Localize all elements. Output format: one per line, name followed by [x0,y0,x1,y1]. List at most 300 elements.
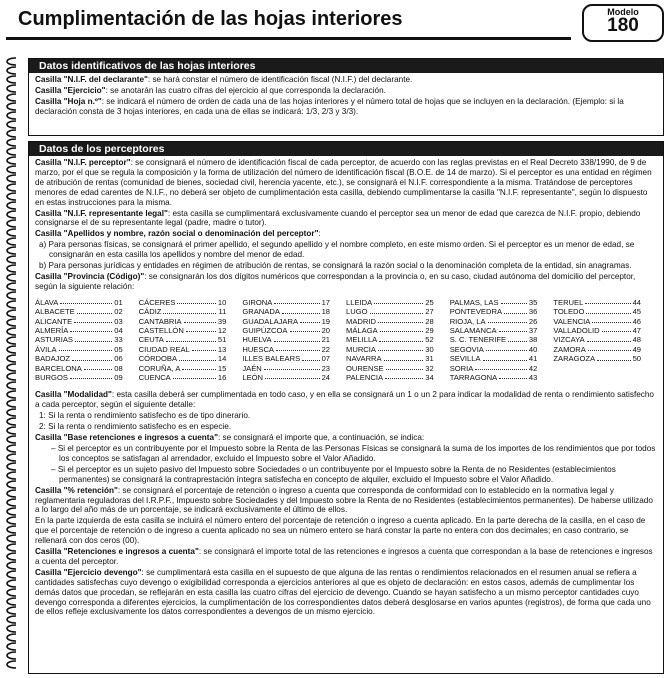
province-row [139,335,227,344]
spiral-ring [7,319,16,326]
field-label: Casilla "N.I.F. del declarante" [35,75,148,84]
province-name: HUESCA [242,344,274,354]
spiral-ring [7,454,16,461]
section-heading: Datos identificativos de las hojas interiores [29,59,663,73]
province-name: BARCELONA [35,363,82,373]
spiral-ring [7,508,16,515]
province-name: TERUEL [553,297,584,307]
province-name: VALENCIA [553,316,591,326]
province-code: 07 [321,354,331,364]
spiral-ring [7,229,16,236]
province-code: 23 [321,363,331,373]
spiral-ring [7,328,16,335]
spiral-binding-icon [2,54,20,674]
field-text: : esta casilla se cumplimentará exclusivamente cuando el perceptor sea un menor de edad que carezca de N.I.F. propio, debiendo consignarse el de su representante legal (padre, madre o tutor). [35,208,641,228]
province-code: 34 [425,373,434,383]
province-name: ÁLAVA [35,297,59,307]
leader-dots [370,307,424,313]
leader-dots [74,317,112,323]
leader-dots [72,354,112,360]
spiral-ring [7,598,16,605]
leader-dots [385,373,423,379]
province-column [139,298,227,383]
province-code: 17 [321,297,331,307]
field-label: Casilla "Provincia (Código)" [35,271,145,281]
province-row [35,317,123,326]
province-row [553,307,641,316]
spiral-ring [7,94,16,101]
province-code: 37 [528,326,538,335]
field-text: : se cumplimentará esta casilla en el supuesto de que alguna de las rentas o rendimientos relacionados en el resumen anual se refiera a cantidades satisfechas cuyo devengo o exigibilidad corresponda a ejercicios anteriores al que es objeto de declaración: en estos casos, además de cumplimentar los demás datos que procedan, se reflejarán en esta casilla las cuatro cifras del ejercicio de devengo. Cuando se hayan satisfecho a un mismo perceptor cantidades cuyo devengo corresponda a diferentes ejercicios, la cumplimentación de los correspondientes datos deberá desglosarse en varios apuntes (registros), de forma que cada uno de ellos refleje exclusivamente los datos correspondientes a devengos de un mismo ejercicio. [35,567,651,617]
province-code: 24 [321,373,331,383]
province-code: 30 [425,344,434,354]
province-name: SEVILLA [449,354,481,364]
province-name: CÓRDOBA [138,354,178,364]
spiral-ring [7,112,16,119]
leader-dots [504,307,527,313]
province-code: 39 [217,316,227,326]
spiral-ring [7,499,16,506]
leader-dots [184,317,216,323]
provincia-paragraph [35,272,657,292]
province-row [139,298,227,307]
province-code: 41 [528,354,538,364]
spiral-ring [7,409,16,416]
province-name: CIUDAD REAL [138,344,190,354]
province-row [346,354,434,363]
field-text: : se indicará el número de orden de cada una de las hojas interiores y el número total de hojas que se incluyen en la declaración. (Ejemplo: si la declaración consta de 3 hojas interiores, en cada una de ellas se indicará: 1/3, 2/3 y 3/3). [35,96,624,116]
spiral-ring [7,76,16,83]
province-name: ÁVILA [35,344,57,354]
instruction-paragraph [35,75,657,85]
province-row [35,298,123,307]
province-code: 43 [528,373,538,383]
province-row [242,326,330,335]
province-code: 27 [425,307,434,317]
field-text: : se consignará el porcentaje de retención o ingreso a cuenta que corresponda de conformidad con lo establecido en la normativa legal y reglamentaria reguladoras del I.R.P.F., Impuesto sobre Sociedades y del Impuesto sobre la Renta de no Residentes (establecimientos permanentes). De haberse utilizado a lo largo del año más de un porcentaje, se indicará exclusivamente el último de ellos. [35,485,653,515]
province-name: SALAMANCA [449,326,497,335]
province-name: VIZCAYA [553,335,585,345]
spiral-ring [7,130,16,137]
section-perceptores [28,141,664,674]
spiral-ring [7,247,16,254]
province-row [35,364,123,373]
leader-dots [486,345,527,351]
province-name: ALMERÍA [35,326,69,335]
leader-dots [475,364,527,370]
leader-dots [70,326,112,332]
leader-dots [374,298,423,304]
province-name: RIOJA, LA [449,316,486,326]
spiral-ring [7,157,16,164]
leader-dots [192,345,216,351]
province-code: 02 [114,307,123,317]
spiral-ring [7,121,16,128]
province-row [450,364,538,373]
province-column [450,298,538,383]
province-row [553,335,641,344]
instruction-paragraph [35,86,657,96]
province-column [35,298,123,383]
spiral-ring [7,175,16,182]
page-header [0,0,672,46]
province-code: 06 [114,354,123,364]
province-row [553,345,641,354]
province-name: BADAJOZ [35,354,71,364]
nif-perceptor-paragraph [35,158,657,208]
province-row [553,354,641,363]
province-row [242,335,330,344]
province-row [553,326,641,335]
province-row [139,326,227,335]
province-code: 25 [425,297,434,307]
retencion-extra-paragraph: En la parte izquierda de esta casilla se incluirá el número entero del porcentaje de retención o ingreso a cuenta aplicado. En la parte derecha de la casilla, en el caso de que el porcentaje de retención o de ingreso a cuenta aplicado no sea un número entero se hará constar la parte no entera con dos decimales; en caso contrario, se rellenará con dos ceros (00). [35,516,646,546]
province-code: 14 [217,354,227,364]
province-row [450,317,538,326]
leader-dots [163,307,216,313]
leader-dots [588,345,631,351]
province-name: PONTEVEDRA [449,307,503,317]
province-name: PALMAS, LAS [449,297,499,307]
leader-dots [501,298,527,304]
province-row [450,354,538,363]
province-code: 01 [114,297,123,307]
modelo-label: Modelo [607,7,639,17]
province-row [35,354,123,363]
spiral-ring [7,562,16,569]
spiral-ring [7,148,16,155]
province-row [35,373,123,382]
field-text: : se consignará el importe total de las retenciones e ingresos a cuenta que correspondan a la base de retenciones e ingresos a cuenta del perceptor. [35,547,653,566]
province-code: 49 [632,344,642,354]
leader-dots [179,354,216,360]
leader-dots [499,326,527,332]
leader-dots [264,364,320,370]
province-code: 21 [321,335,331,345]
apellidos-paragraph [35,229,657,239]
spiral-ring [7,310,16,317]
spiral-ring [7,589,16,596]
spiral-ring [7,58,16,65]
province-code: 19 [321,316,331,326]
province-name: JAÉN [242,363,262,373]
leader-dots [276,345,320,351]
province-name: MELILLA [346,335,378,345]
province-name: S. C. TENERIFE [449,335,507,345]
province-code: 42 [528,363,538,373]
province-row [450,298,538,307]
province-name: NAVARRA [346,354,382,364]
spiral-ring [7,238,16,245]
province-name: ALBACETE [35,307,75,317]
field-text: : [318,229,321,239]
province-column [553,298,641,383]
province-code: 33 [114,335,123,345]
province-row [35,345,123,354]
modelo-number: 180 [607,15,639,36]
province-code: 40 [528,344,538,354]
leader-dots [302,354,319,360]
province-name: GRANADA [242,307,280,317]
leader-dots [378,317,423,323]
province-row [35,335,123,344]
spiral-ring [7,220,16,227]
province-code: 32 [425,363,434,373]
field-text: : se consignará el número de identificación fiscal de cada perceptor, de acuerdo con las reglas previstas en el Real Decreto 338/1990, de 9 de marzo, por el que se regula la composición y la forma de utilización del número de identificación fiscal (B.O.E. de 14 de marzo). Si el perceptor es una entidad en régimen de atribución de rentas (comunidad de bienes, sociedad civil, herencia yacente, etc.), se consignará el N.I.F. correspondiente a la misma. Tratándose de perceptores menores de edad carentes de N.I.F., no deberá ser objeto de cumplimentación esta casilla, debiendo cumplimentarse la casilla "N.I.F. representante", según lo dispuesto en estas instrucciones para la misma. [35,158,652,207]
province-code: 13 [217,344,227,354]
retencion-paragraph [35,486,657,516]
province-row [242,307,330,316]
province-row [346,345,434,354]
province-row [346,326,434,335]
province-row [139,345,227,354]
province-table [35,298,657,383]
field-text: : se consignará el importe que, a continuación, se indica: [217,433,425,443]
province-name: HUELVA [242,335,272,345]
section-heading: Datos de los perceptores [29,142,663,156]
field-text: : se hará constar el número de identificación fiscal (N.I.F.) del declarante. [147,75,413,84]
field-label: Casilla "Ejercicio devengo" [35,567,142,577]
province-name: SORIA [449,363,474,373]
province-name: ALICANTE [35,316,73,326]
spiral-ring [7,580,16,587]
spiral-ring [7,445,16,452]
spiral-ring [7,625,16,632]
spiral-ring [7,571,16,578]
province-row [346,317,434,326]
province-name: ASTURIAS [35,335,73,345]
province-code: 35 [528,297,538,307]
leader-dots [379,335,423,341]
province-code: 04 [114,326,123,335]
province-code: 44 [632,297,642,307]
leader-dots [587,335,631,341]
province-code: 28 [425,316,434,326]
modalidad-paragraph [35,390,657,410]
field-label: Casilla "Modalidad" [35,390,112,400]
spiral-ring [7,274,16,281]
province-name: OURENSE [346,363,384,373]
province-name: MURCIA [346,344,376,354]
leader-dots [282,307,320,313]
leader-dots [378,345,423,351]
province-name: CORUÑA, A [138,363,181,373]
section-body [29,73,663,120]
spiral-ring [7,103,16,110]
province-row [242,364,330,373]
spiral-ring [7,472,16,479]
leader-dots [602,326,631,332]
province-code: 03 [114,316,123,326]
province-code: 20 [321,326,331,335]
leader-dots [173,373,216,379]
list-item: a) Para personas físicas, se consignará el primer apellido, el segundo apellido y el nombre completo, en este mismo orden. Si el perceptor es un menor de edad, se consignarán en esta casilla los apellidos y nombre del menor de edad. [39,240,635,260]
province-name: ZAMORA [553,344,586,354]
province-row [242,317,330,326]
province-row [346,364,434,373]
leader-dots [182,364,215,370]
province-code: 12 [217,326,227,335]
leader-dots [380,326,424,332]
province-name: VALLADOLID [553,326,600,335]
leader-dots [488,317,527,323]
spiral-ring [7,85,16,92]
province-row [553,317,641,326]
province-name: BURGOS [35,373,68,383]
spiral-ring [7,463,16,470]
bullet-item: – Si el perceptor es un sujeto pasivo del Impuesto sobre Sociedades o un contribuyente por el Impuesto sobre la Renta de no Residentes (establecimientos permanentes) se consignará la contraprestación íntegra satisfecha en concepto de alquiler, excluido el Impuesto sobre el Valor Añadido. [51,464,616,484]
leader-dots [274,298,319,304]
province-code: 50 [632,354,642,364]
province-name: CUENCA [138,373,171,383]
province-name: CÁCERES [138,297,176,307]
modelo-badge [582,4,664,42]
province-column [346,298,434,383]
province-name: MADRID [346,316,376,326]
province-row [35,307,123,316]
province-row [346,373,434,382]
leader-dots [508,335,527,341]
province-row [450,345,538,354]
spiral-ring [7,256,16,263]
leader-dots [585,298,630,304]
spiral-ring [7,553,16,560]
spiral-ring [7,481,16,488]
province-row [139,364,227,373]
field-text: : esta casilla deberá ser cumplimentada en todo caso, y en ella se consignará un 1 o un 2 para indicar la modalidad de renta o rendimiento satisfecho a cada perceptor, según el siguiente detalle: [35,390,654,410]
leader-dots [60,298,112,304]
province-code: 16 [217,373,227,383]
bullet-item: – Si el perceptor es un contribuyente por el Impuesto sobre la Renta de las Personas Físicas se consignará la suma de los importes de los rendimientos que por todos los conceptos se satisfagan al arrendador, excluido el Impuesto sobre el Valor Añadido. [51,443,656,463]
province-code: 22 [321,344,331,354]
province-name: SEGOVIA [449,344,484,354]
spiral-ring [7,301,16,308]
province-name: CASTELLÓN [138,326,184,335]
spiral-ring [7,211,16,218]
spiral-ring [7,418,16,425]
leader-dots [483,354,527,360]
leader-dots [274,335,320,341]
instruction-paragraph [35,97,657,117]
spiral-ring [7,283,16,290]
province-row [450,326,538,335]
spiral-ring [7,427,16,434]
list-item: 1: Si la renta o rendimiento satisfecho es de tipo dinerario. [39,411,251,421]
province-row [450,307,538,316]
province-name: TARRAGONA [449,373,498,383]
spiral-ring [7,346,16,353]
province-code: 09 [114,373,123,383]
spiral-ring [7,184,16,191]
spiral-ring [7,544,16,551]
province-name: GIRONA [242,297,273,307]
province-code: 51 [217,335,227,345]
province-row [35,326,123,335]
spiral-ring [7,193,16,200]
province-name: MÁLAGA [346,326,378,335]
province-row [450,335,538,344]
leader-dots [384,354,424,360]
leader-dots [84,364,112,370]
field-label: Casilla "Retenciones e ingresos a cuenta" [35,547,199,557]
spiral-ring [7,661,16,668]
leader-dots [75,335,112,341]
province-name: TOLEDO [553,307,585,317]
province-row [242,354,330,363]
header-rule [6,37,571,40]
spiral-ring [7,490,16,497]
spiral-ring [7,139,16,146]
spiral-ring [7,436,16,443]
province-row [553,298,641,307]
spiral-ring [7,634,16,641]
province-code: 15 [217,363,227,373]
spiral-ring [7,373,16,380]
field-text: : se anotarán las cuatro cifras del ejercicio al que corresponda la declaración. [105,85,386,95]
list-item: 2: Si la renta o rendimiento satisfecho es en especie. [39,422,232,432]
province-code: 26 [528,316,538,326]
leader-dots [586,307,630,313]
province-name: GUADALAJARA [242,316,299,326]
spiral-ring [7,652,16,659]
province-code: 36 [528,307,538,317]
province-code: 11 [218,307,227,317]
leader-dots [499,373,527,379]
devengo-paragraph [35,568,657,618]
province-name: CANTABRIA [138,316,182,326]
list-item: b) Para personas jurídicas y entidades en régimen de atribución de rentas, se consignará la razón social o la denominación completa de la entidad, sin anagramas. [39,261,632,271]
field-label: Casilla "% retención" [35,485,118,495]
leader-dots [300,317,320,323]
province-row [346,335,434,344]
leader-dots [386,364,424,370]
province-name: LEÓN [242,373,264,383]
province-name: LLEIDA [346,297,373,307]
province-name: PALENCIA [346,373,384,383]
province-row [139,317,227,326]
retenciones-paragraph [35,547,657,567]
spiral-ring [7,337,16,344]
province-column [242,298,330,383]
field-label: Casilla "N.I.F. representante legal" [35,208,168,218]
spiral-ring [7,67,16,74]
province-code: 52 [425,335,434,345]
spiral-ring [7,391,16,398]
field-label: Casilla "Apellidos y nombre, razón social o denominación del perceptor" [35,229,319,239]
spiral-ring [7,535,16,542]
section-body [29,156,663,620]
province-code: 38 [528,335,538,345]
province-row [450,373,538,382]
spiral-ring [7,202,16,209]
field-label: Casilla "Base retenciones e ingresos a cuenta" [35,433,218,443]
province-name: ILLES BALEARS [242,354,301,364]
section-identificativos [28,58,664,136]
leader-dots [166,335,216,341]
province-code: 08 [114,363,123,373]
spiral-ring [7,292,16,299]
province-row [139,307,227,316]
province-code: 48 [632,335,642,345]
province-code: 10 [217,297,227,307]
province-name: CÁDIZ [138,307,162,317]
province-row [346,298,434,307]
spiral-ring [7,382,16,389]
province-row [139,354,227,363]
province-code: 46 [632,316,642,326]
spiral-ring [7,166,16,173]
spiral-ring [7,355,16,362]
